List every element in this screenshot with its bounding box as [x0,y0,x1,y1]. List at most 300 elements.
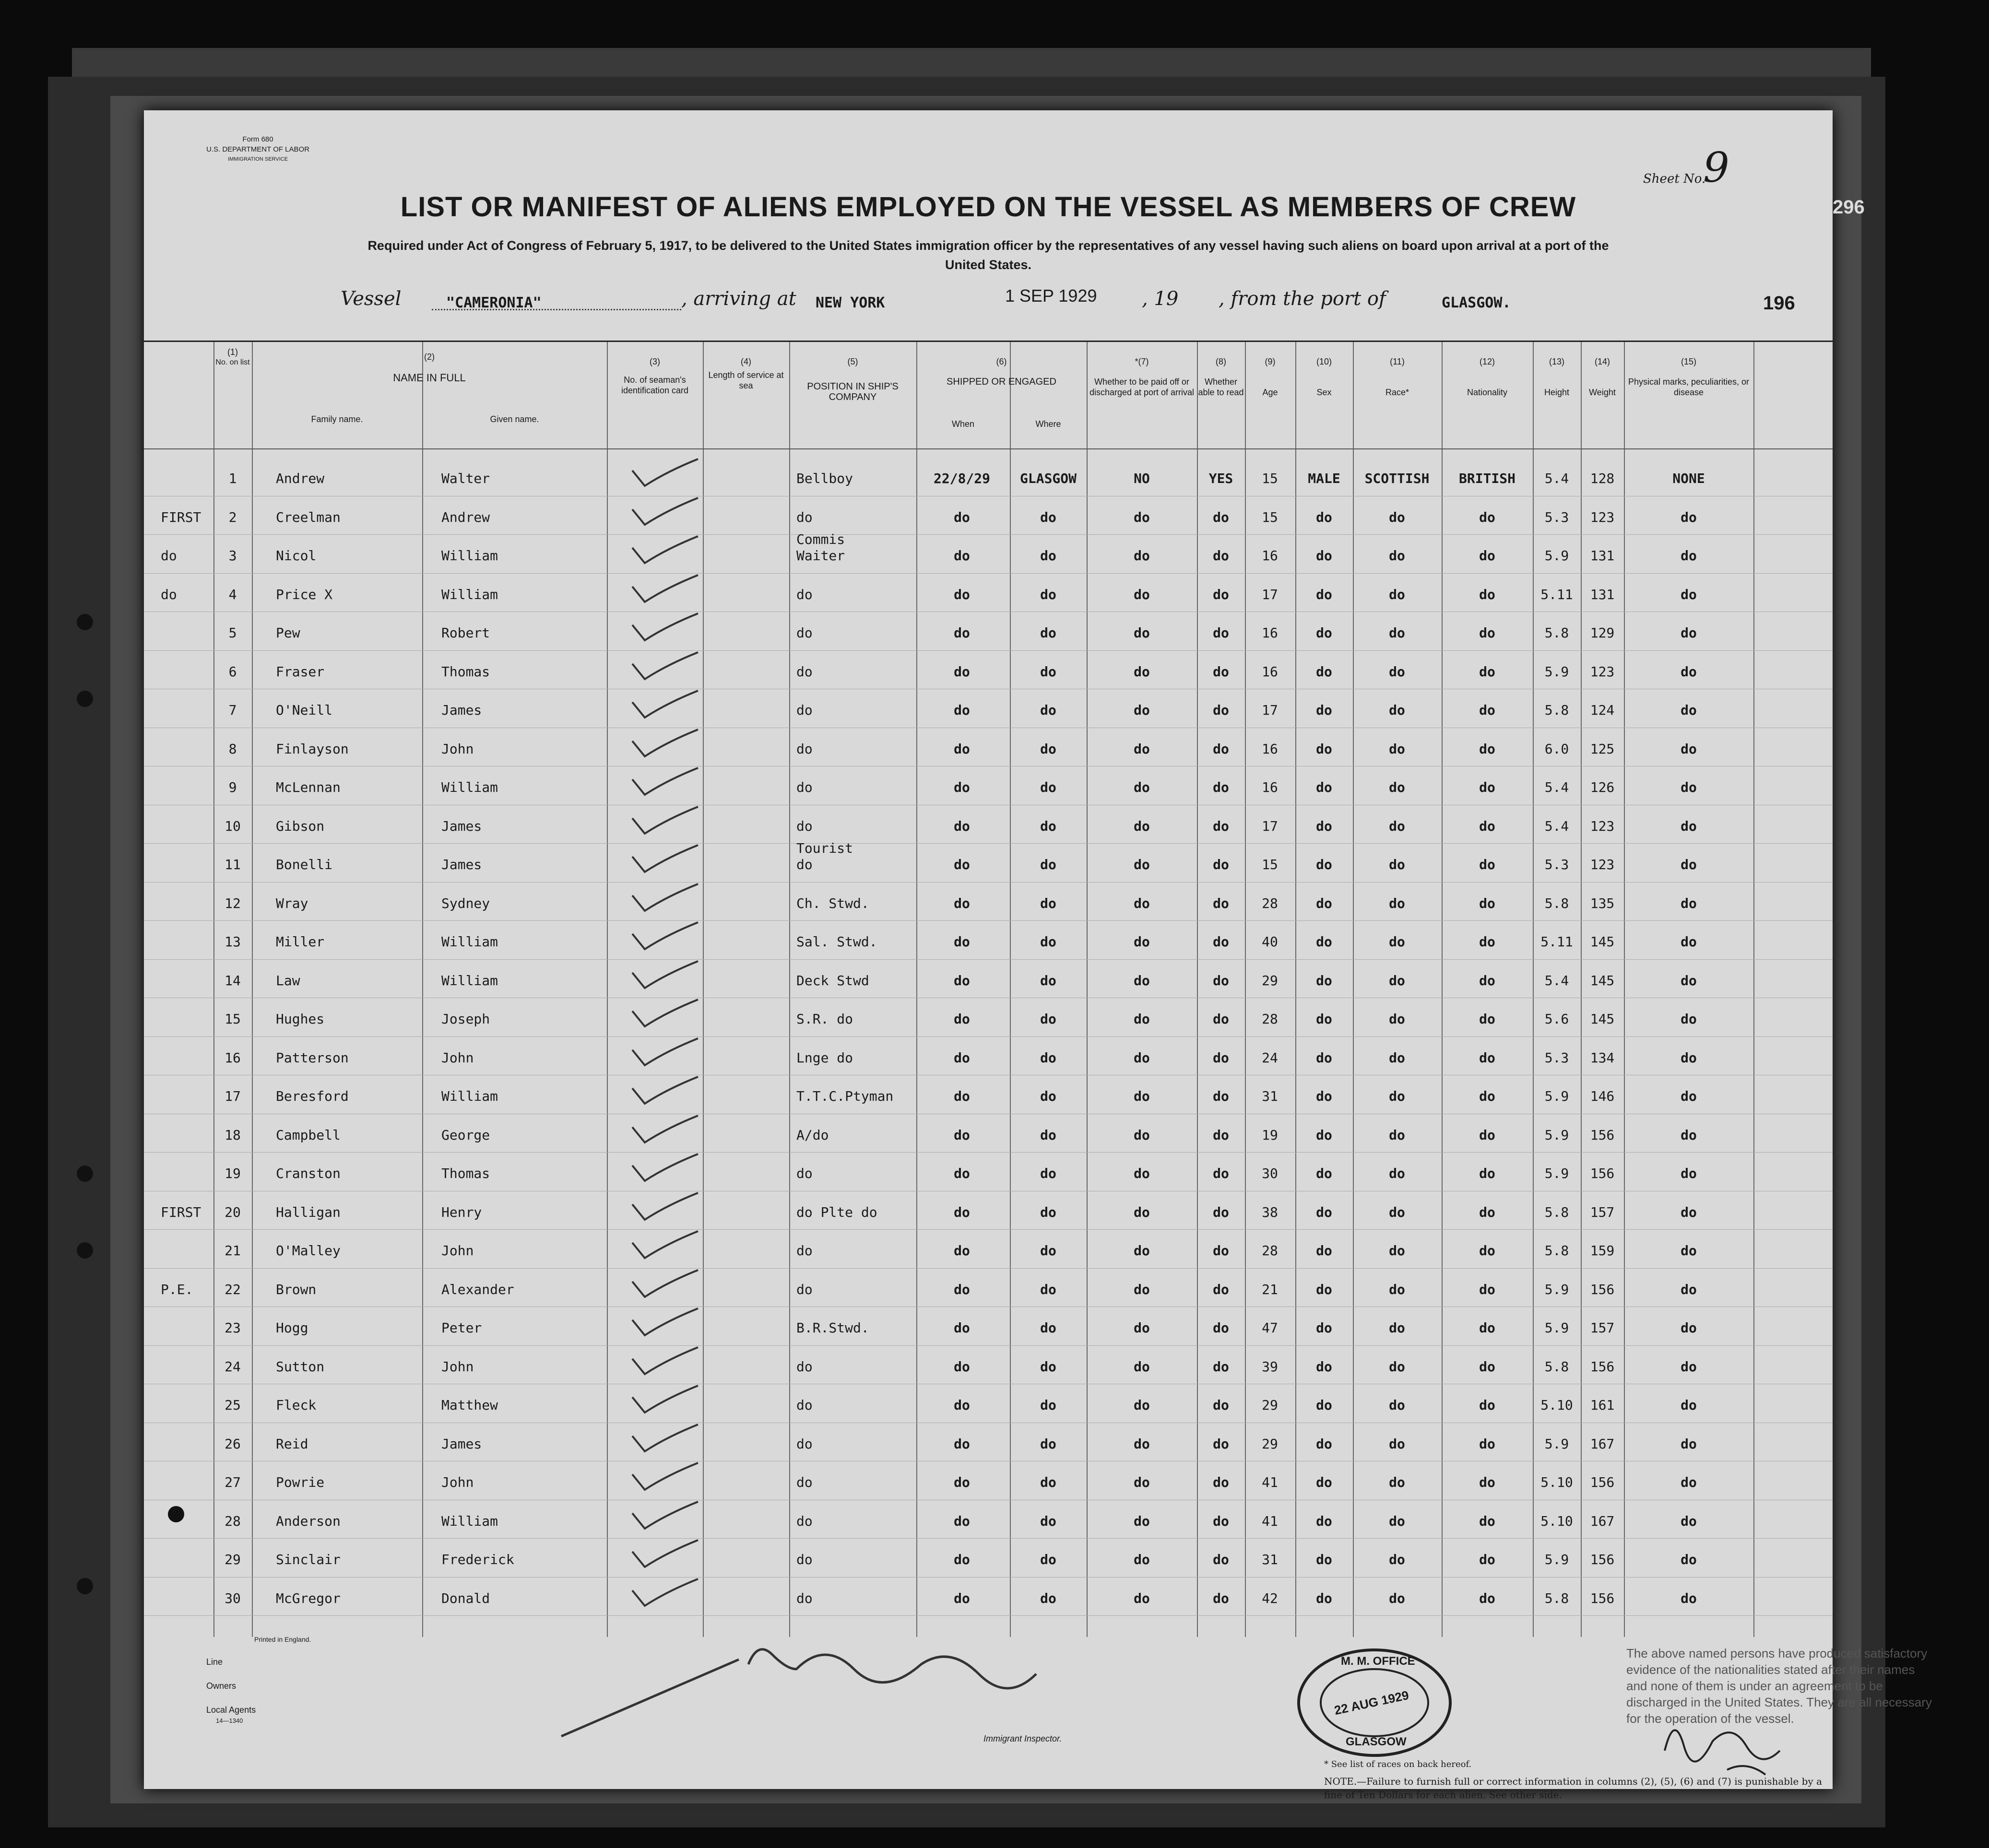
col-head-weight: (14) Weight [1589,357,1616,397]
check-mark-icon [628,534,700,568]
cell-position: do [796,741,813,757]
cell-when: do [954,1243,970,1259]
cell-when: do [954,934,970,950]
cell-weight: 157 [1590,1320,1615,1336]
cell-read: do [1213,1011,1229,1027]
cell-height: 5.3 [1544,509,1569,525]
table-row [144,998,1833,1036]
col-head-shipped: (6) SHIPPED OR ENGAGED [947,357,1056,387]
cell-family: Gibson [276,818,325,834]
cell-when: do [954,779,970,795]
cell-family: O'Neill [276,702,333,718]
cell-weight: 134 [1590,1049,1615,1066]
cell-paid: do [1134,1474,1150,1490]
cell-nat: do [1479,972,1495,989]
cell-where: do [1040,1590,1056,1606]
punch-hole [77,614,93,630]
table-row [144,1345,1833,1384]
cell-position: do [796,1281,813,1297]
cell-family: Hogg [276,1320,308,1336]
cell-when: do [954,857,970,872]
check-mark-icon [628,650,700,684]
cell-paid: do [1134,1590,1150,1606]
punch-hole [77,691,93,707]
vessel-label: Vessel [341,288,402,310]
inspector-signature [556,1612,1094,1755]
cell-sex: do [1316,895,1332,911]
arrival-date: 1 SEP 1929 [1005,286,1097,306]
cell-read: do [1213,1243,1229,1259]
cell-race: do [1389,1397,1405,1413]
cell-given: Thomas [441,1165,490,1181]
col-head-paid: *(7) Whether to be paid off or discharged at port of arrival [1089,357,1195,397]
cell-race: do [1389,934,1405,950]
cell-where: do [1040,741,1056,757]
col-head-card: (3) No. of seaman's identification card [621,357,689,395]
cell-marks: do [1681,1513,1697,1529]
cell-sex: do [1316,548,1332,564]
cell-no: 22 [225,1281,241,1297]
cell-weight: 156 [1590,1552,1615,1567]
cell-when: do [954,972,970,989]
cell-age: 40 [1262,934,1278,950]
cell-no: 4 [228,586,237,602]
cell-nat: do [1479,1204,1495,1220]
cell-read: do [1213,1281,1229,1297]
cell-marks: do [1681,1127,1697,1143]
cell-given: William [441,548,498,564]
cell-no: 17 [225,1088,241,1104]
cell-position: do [796,1358,813,1375]
cell-when: do [954,1127,970,1143]
cell-position: do [796,779,813,795]
cell-given: Thomas [441,663,490,680]
cell-height: 5.9 [1544,1320,1569,1336]
cell-read: do [1213,818,1229,834]
cell-where: do [1040,509,1056,525]
cell-given: Andrew [441,509,490,525]
cell-paid: do [1134,741,1150,757]
cell-sex: do [1316,1358,1332,1375]
cell-when: do [954,1320,970,1336]
cell-family: McLennan [276,779,341,795]
cell-given: Matthew [441,1397,498,1413]
cell-height: 5.8 [1544,625,1569,641]
cell-when: do [954,818,970,834]
vessel-name: "CAMERONIA" [446,294,542,311]
cell-sex: do [1316,1397,1332,1413]
cell-weight: 157 [1590,1204,1615,1220]
cell-family: Price X [276,586,333,602]
cell-nat: do [1479,1011,1495,1027]
cell-position: do [796,509,813,525]
col-head-age: (9) Age [1262,357,1278,397]
table-row [144,531,1833,573]
cell-position: do [796,1552,813,1567]
cell-weight: 161 [1590,1397,1615,1413]
cell-when: do [954,1049,970,1066]
form-code: 14—1340 [216,1717,243,1724]
cell-nat: do [1479,895,1495,911]
cell-marks: do [1681,1397,1697,1413]
cell-paid: do [1134,779,1150,795]
cell-where: do [1040,1513,1056,1529]
header-bottom-rule [144,448,1833,449]
cell-paid: do [1134,1127,1150,1143]
cell-position: do [796,857,813,872]
table-row [144,1191,1833,1229]
cell-weight: 167 [1590,1436,1615,1452]
cell-position: B.R.Stwd. [796,1320,869,1336]
cell-race: do [1389,1011,1405,1027]
cell-no: 8 [228,741,237,757]
cell-age: 16 [1262,548,1278,564]
cell-read: do [1213,779,1229,795]
cell-when: do [954,1397,970,1413]
cell-family: Hughes [276,1011,325,1027]
cell-age: 28 [1262,1011,1278,1027]
cell-family: Pew [276,625,300,641]
cell-where: do [1040,1165,1056,1181]
cell-nat: do [1479,1281,1495,1297]
table-row [144,1307,1833,1345]
cell-read: do [1213,548,1229,564]
cell-age: 31 [1262,1088,1278,1104]
cell-nat: do [1479,818,1495,834]
cell-weight: 131 [1590,586,1615,602]
cell-when: do [954,1436,970,1452]
printed-note: Printed in England. [254,1636,311,1643]
cell-age: 15 [1262,471,1278,486]
cell-read: do [1213,1088,1229,1104]
cell-no: 24 [225,1358,241,1375]
cell-paid: do [1134,702,1150,718]
cell-paid: do [1134,663,1150,680]
cell-read: do [1213,1165,1229,1181]
cell-nat: do [1479,548,1495,564]
cell-height: 5.10 [1540,1474,1573,1490]
cell-age: 15 [1262,509,1278,525]
cell-nat: do [1479,1397,1495,1413]
cell-race: do [1389,1320,1405,1336]
cell-paid: do [1134,1049,1150,1066]
cell-race: do [1389,1243,1405,1259]
cell-family: Bonelli [276,857,333,872]
table-row [144,573,1833,612]
cell-sex: do [1316,1243,1332,1259]
cell-where: do [1040,818,1056,834]
punch-hole [77,1242,93,1259]
cell-given: William [441,934,498,950]
cell-sex: do [1316,1436,1332,1452]
cell-no: 25 [225,1397,241,1413]
cell-given: James [441,818,482,834]
cell-given: William [441,586,498,602]
cell-when: do [954,1474,970,1490]
cell-given: William [441,1088,498,1104]
cell-read: do [1213,1552,1229,1567]
cell-read: do [1213,663,1229,680]
table-row [144,496,1833,534]
owners-label: Owners [206,1681,237,1691]
check-mark-icon [628,1423,700,1456]
check-mark-icon [628,1114,700,1147]
cell-race: do [1389,625,1405,641]
cell-age: 39 [1262,1358,1278,1375]
cell-age: 29 [1262,1397,1278,1413]
cell-family: Andrew [276,471,325,486]
cell-position: do [796,1243,813,1259]
cell-marks: do [1681,1165,1697,1181]
cell-given: Peter [441,1320,482,1336]
cell-sex: do [1316,779,1332,795]
check-mark-icon [628,1461,700,1495]
cell-sex: do [1316,625,1332,641]
cell-weight: 156 [1590,1165,1615,1181]
check-mark-icon [628,1345,700,1379]
cell-nat: do [1479,1320,1495,1336]
cell-family: Powrie [276,1474,325,1490]
cell-when: do [954,1590,970,1606]
service: IMMIGRATION SERVICE [228,156,288,162]
cell-no: 20 [225,1204,241,1220]
cell-marks: do [1681,1281,1697,1297]
cell-position: do Plte do [796,1204,877,1220]
cell-paid: do [1134,1165,1150,1181]
cell-where: do [1040,1204,1056,1220]
cell-sex: do [1316,1513,1332,1529]
cell-where: do [1040,1049,1056,1066]
col-head-name: (2) NAME IN FULL [393,352,466,384]
cell-when: do [954,1165,970,1181]
cell-family: O'Malley [276,1243,341,1259]
cell-no: 3 [228,548,237,564]
cell-no: 12 [225,895,241,911]
cell-position: A/do [796,1127,829,1143]
cell-family: Miller [276,934,325,950]
table-row [144,1500,1833,1538]
cell-sex: do [1316,1281,1332,1297]
check-mark-icon [628,573,700,607]
cell-where: GLASGOW [1019,471,1077,486]
cell-no: 23 [225,1320,241,1336]
cell-given: John [441,1243,474,1259]
cell-given: Frederick [441,1552,514,1567]
cell-position: Sal. Stwd. [796,934,877,950]
cell-position: Bellboy [796,471,853,486]
cell-no: 9 [228,779,237,795]
cell-read: do [1213,1397,1229,1413]
cell-height: 5.3 [1544,857,1569,872]
cell-height: 6.0 [1544,741,1569,757]
page-number-top: 296 [1833,197,1865,218]
cell-height: 5.9 [1544,1436,1569,1452]
cell-age: 30 [1262,1165,1278,1181]
cell-read: do [1213,1049,1229,1066]
cell-marks: do [1681,702,1697,718]
cell-weight: 125 [1590,741,1615,757]
race-note: * See list of races on back hereof. [1324,1759,1472,1769]
cell-sex: do [1316,1088,1332,1104]
cell-marks: do [1681,972,1697,989]
cell-paid: do [1134,1552,1150,1567]
cell-position: do [796,1397,813,1413]
cell-family: Sutton [276,1358,325,1375]
cell-age: 16 [1262,663,1278,680]
cell-marks: do [1681,586,1697,602]
cell-position: Deck Stwd [796,972,869,989]
cell-height: 5.4 [1544,818,1569,834]
cell-position: do [796,818,813,834]
cell-given: James [441,702,482,718]
cell-given: Alexander [441,1281,514,1297]
cell-where: do [1040,1127,1056,1143]
cell-when: do [954,1281,970,1297]
cell-weight: 128 [1590,471,1615,486]
cell-age: 17 [1262,818,1278,834]
cell-weight: 123 [1590,818,1615,834]
cell-read: do [1213,857,1229,872]
cell-race: do [1389,1436,1405,1452]
cell-marks: do [1681,1204,1697,1220]
cell-race: do [1389,1127,1405,1143]
cell-where: do [1040,1474,1056,1490]
cell-position: do [796,1165,813,1181]
cell-read: YES [1208,471,1233,486]
cell-height: 5.9 [1544,1281,1569,1297]
cell-read: do [1213,934,1229,950]
cell-no: 28 [225,1513,241,1529]
cell-family: Nicol [276,548,317,564]
col-head-no: (1) No. on list [215,347,250,366]
cell-paid: do [1134,1320,1150,1336]
cell-age: 19 [1262,1127,1278,1143]
cell-race: do [1389,548,1405,564]
cell-nat: do [1479,1590,1495,1606]
cell-weight: 156 [1590,1127,1615,1143]
cell-family: Sinclair [276,1552,341,1567]
cell-race: do [1389,857,1405,872]
cell-when: do [954,1552,970,1567]
table-row [144,1423,1833,1461]
cell-sex: do [1316,741,1332,757]
cell-sex: do [1316,1204,1332,1220]
table-row [144,840,1833,882]
cell-given: Sydney [441,895,490,911]
cell-family: Anderson [276,1513,341,1529]
check-mark-icon [628,998,700,1031]
cell-paid: do [1134,857,1150,872]
table-row [144,920,1833,959]
cell-height: 5.4 [1544,779,1569,795]
cell-family: Reid [276,1436,308,1452]
cell-age: 21 [1262,1281,1278,1297]
cell-nat: do [1479,702,1495,718]
cell-race: do [1389,1204,1405,1220]
cell-family: Fleck [276,1397,317,1413]
cell-marks: do [1681,1011,1697,1027]
cell-marks: do [1681,663,1697,680]
cell-given: William [441,1513,498,1529]
cell-race: do [1389,818,1405,834]
cell-weight: 156 [1590,1474,1615,1490]
cell-weight: 156 [1590,1281,1615,1297]
cell-nat: do [1479,1049,1495,1066]
cell-position: do [796,702,813,718]
table-row [144,612,1833,650]
cell-paid: do [1134,934,1150,950]
check-mark-icon [628,1577,700,1611]
cell-nat: do [1479,663,1495,680]
cell-where: do [1040,625,1056,641]
cell-no: 11 [225,857,241,872]
cell-sex: do [1316,509,1332,525]
cell-weight: 126 [1590,779,1615,795]
check-mark-icon [628,843,700,877]
cell-family: Creelman [276,509,341,525]
cell-height: 5.8 [1544,1243,1569,1259]
punch-hole [77,1578,93,1594]
cell-nat: do [1479,1552,1495,1567]
cell-sex: do [1316,586,1332,602]
cell-given: John [441,1474,474,1490]
cell-sex: do [1316,1127,1332,1143]
cell-age: 17 [1262,702,1278,718]
cell-height: 5.11 [1540,934,1573,950]
cell-family: Campbell [276,1127,341,1143]
cell-nat: do [1479,509,1495,525]
cell-read: do [1213,509,1229,525]
cell-weight: 145 [1590,934,1615,950]
cell-when: do [954,1088,970,1104]
cell-when: do [954,1204,970,1220]
check-mark-icon [628,805,700,838]
cell-given: John [441,1049,474,1066]
cell-height: 5.4 [1544,972,1569,989]
cell-marks: NONE [1672,471,1705,486]
col-head-when: When [951,419,975,429]
page-number-side: 196 [1763,293,1795,314]
cell-position: do [796,1436,813,1452]
cell-race: do [1389,779,1405,795]
cell-where: do [1040,548,1056,564]
cell-read: do [1213,625,1229,641]
cell-read: do [1213,1436,1229,1452]
from-label: , from the port of [1219,288,1386,310]
cell-given: William [441,779,498,795]
cell-read: do [1213,1474,1229,1490]
cell-height: 5.9 [1544,1165,1569,1181]
table-row [144,650,1833,689]
cell-sex: do [1316,1552,1332,1567]
cell-marks: do [1681,779,1697,795]
cell-no: 26 [225,1436,241,1452]
cell-where: do [1040,1281,1056,1297]
cell-paid: do [1134,818,1150,834]
cell-nat: do [1479,1474,1495,1490]
cell-paid: do [1134,1011,1150,1027]
cell-read: do [1213,895,1229,911]
cell-age: 17 [1262,586,1278,602]
cell-family: Beresford [276,1088,349,1104]
cell-race: do [1389,1165,1405,1181]
table-row [144,728,1833,766]
table-row [144,1152,1833,1190]
cell-position: do [796,1590,813,1606]
cell-weight: 145 [1590,1011,1615,1027]
cell-when: do [954,895,970,911]
cell-paid: do [1134,1358,1150,1375]
